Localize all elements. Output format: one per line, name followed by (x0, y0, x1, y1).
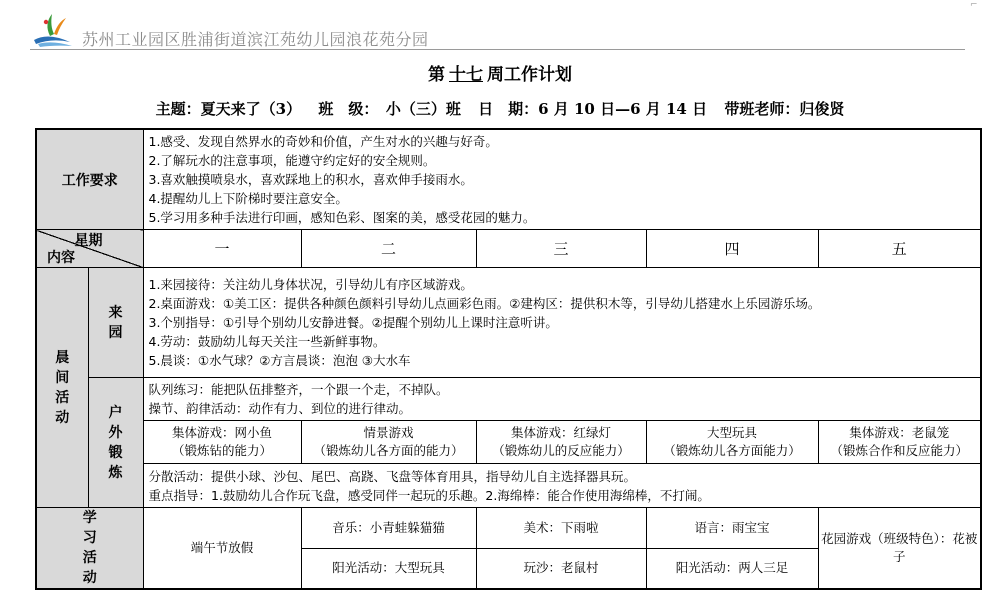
list-item: 4.劳动：鼓励幼儿每天关注一些新鲜事物。 (148, 334, 386, 349)
weekday-mon: 一 (143, 230, 301, 268)
theme-text: 主题：夏天来了（3） (155, 100, 302, 118)
arrival-label: 来园 (88, 268, 143, 378)
list-item: 3.喜欢触摸喷泉水，喜欢踩地上的积水，喜欢伸手接雨水。 (148, 172, 473, 187)
document-header (0, 0, 1000, 52)
study-tue-2: 阳光活动：大型玩具 (301, 548, 476, 589)
arrival-content (143, 268, 981, 378)
corner-mark-icon: ⌐ (970, 0, 978, 10)
work-requirements-content (143, 129, 981, 230)
study-fri: 花园游戏（班级特色）：花被子 (818, 508, 981, 590)
list-item: 分散活动：提供小球、沙包、尾巴、高跷、飞盘等体育用具，指导幼儿自主选择器具玩。 (148, 468, 637, 484)
weekly-plan-table (35, 128, 982, 590)
arrival-row (36, 268, 981, 378)
game-thu: 大型玩具 （锻炼幼儿各方面能力） (646, 421, 818, 464)
game-wed: 集体游戏：红绿灯 （锻炼幼儿的反应能力） (476, 421, 646, 464)
list-item: 5.学习用多种手法进行印画，感知色彩、图案的美，感受花园的魅力。 (148, 210, 536, 225)
list-item: 2.桌面游戏：①美工区：提供各种颜色颜料引导幼儿点画彩色雨。②建构区：提供积木等，引导幼儿搭建水上乐园游乐场。 (148, 296, 821, 311)
study-mon: 端午节放假 (143, 508, 301, 590)
free-activity-content (143, 464, 981, 508)
game-fri: 集体游戏：老鼠笼 （锻炼合作和反应能力） (818, 421, 981, 464)
title-suffix: 周工作计划 (487, 65, 572, 85)
list-item: 1.来园接待：关注幼儿身体状况，引导幼儿有序区域游戏。 (148, 277, 473, 292)
work-requirements-row (36, 129, 981, 230)
outdoor-exercise-label: 户外锻炼 (88, 378, 143, 508)
school-name: 苏州工业园区胜浦街道滨江苑幼儿园浪花苑分园 (82, 30, 429, 49)
list-item: 2.了解玩水的注意事项，能遵守约定好的安全规则。 (148, 153, 436, 168)
weekday-tue: 二 (301, 230, 476, 268)
study-activities-label: 学习活动 (36, 508, 143, 590)
drill-row (36, 378, 981, 421)
work-requirements-label: 工作要求 (36, 129, 143, 230)
weekday-wed: 三 (476, 230, 646, 268)
study-thu-2: 阳光活动：两人三足 (646, 548, 818, 589)
teacher-text: 带班老师：归俊贤 (724, 100, 845, 118)
drill-content (143, 378, 981, 421)
weekday-thu: 四 (646, 230, 818, 268)
weekday-header-label: 星期 (74, 233, 103, 249)
class-text: 班 级： 小（三）班 (318, 100, 461, 118)
game-tue: 情景游戏 （锻炼幼儿各方面的能力） (301, 421, 476, 464)
date-text: 日 期：6 月 10 日—6 月 14 日 (478, 100, 708, 118)
morning-activities-label: 晨间活动 (36, 268, 88, 508)
study-row-1 (36, 508, 981, 549)
list-item: 操节、韵律活动：动作有力、到位的进行律动。 (148, 401, 412, 416)
outdoor-games-row (36, 421, 981, 464)
study-wed-2: 玩沙：老鼠村 (476, 548, 646, 589)
list-item: 4.提醒幼儿上下阶梯时要注意安全。 (148, 191, 348, 206)
week-number: 十七 (449, 65, 483, 85)
list-item: 重点指导：1.鼓励幼儿合作玩飞盘，感受同伴一起玩的乐趣。2.海绵棒：能合作使用海绵棒，不打闹。 (148, 487, 710, 503)
page-title (0, 60, 1000, 85)
free-activity-row (36, 464, 981, 508)
weekday-content-header (36, 230, 143, 268)
weekday-fri: 五 (818, 230, 981, 268)
kindergarten-logo-icon (30, 12, 76, 48)
title-prefix: 第 (428, 65, 445, 85)
plan-info (0, 98, 1000, 119)
content-header-label: 内容 (47, 250, 75, 266)
game-mon: 集体游戏：网小鱼 （锻炼钻的能力） (143, 421, 301, 464)
study-wed-1: 美术：下雨啦 (476, 508, 646, 549)
list-item: 3.个别指导：①引导个别幼儿安静进餐。②提醒个别幼儿上课时注意听讲。 (148, 315, 558, 330)
header-divider (30, 49, 965, 50)
list-item: 1.感受、发现自然界水的奇妙和价值，产生对水的兴趣与好奇。 (148, 134, 498, 149)
list-item: 队列练习：能把队伍排整齐，一个跟一个走，不掉队。 (148, 382, 449, 397)
weekday-header-row (36, 230, 981, 268)
list-item: 5.晨谈：①水气球？②方言晨谈：泡泡 ③大水车 (148, 353, 411, 368)
study-tue-1: 音乐：小青蛙躲猫猫 (301, 508, 476, 549)
study-thu-1: 语言：雨宝宝 (646, 508, 818, 549)
